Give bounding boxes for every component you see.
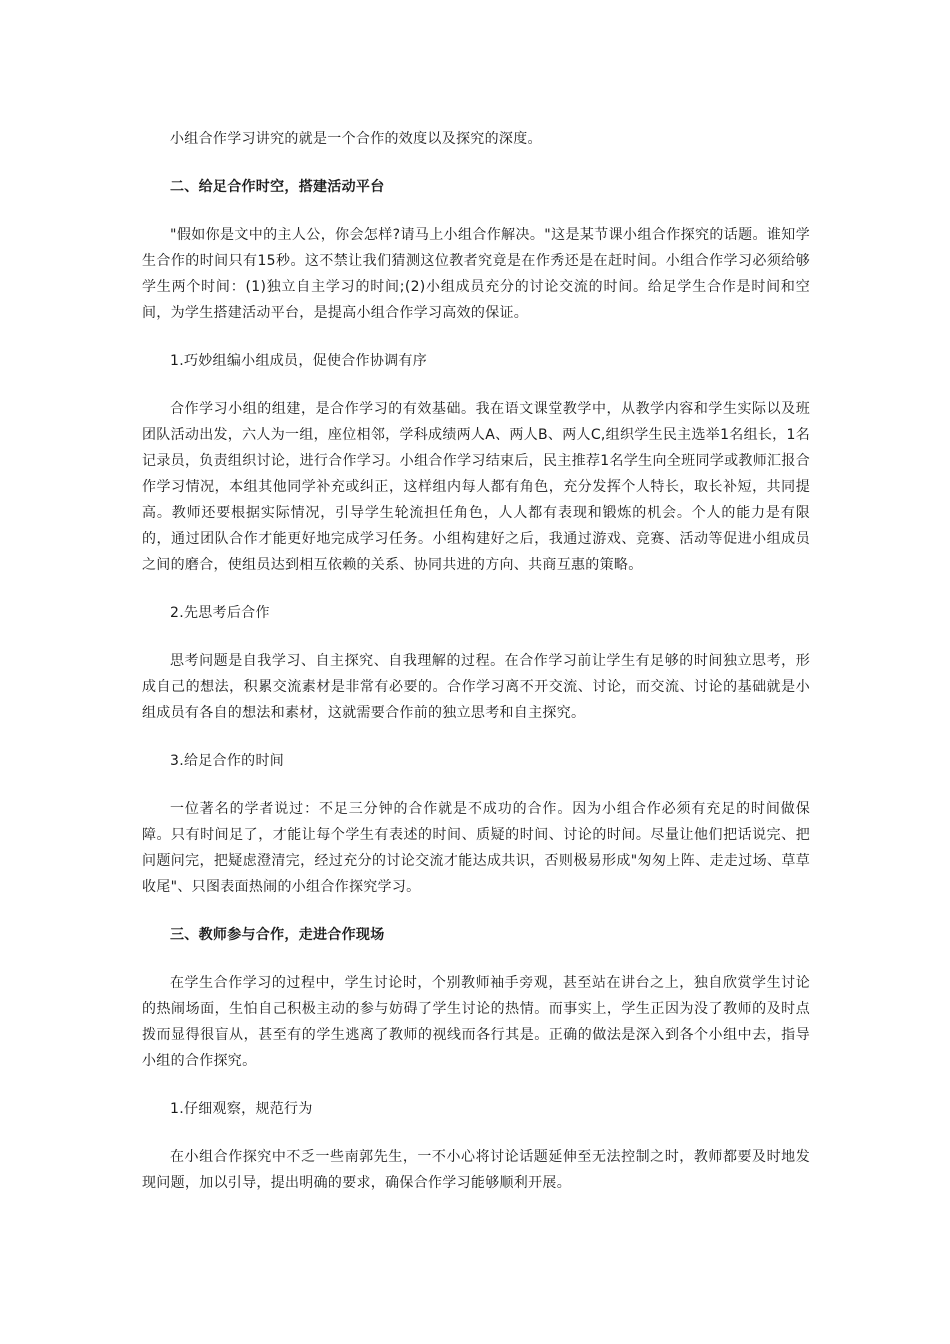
document-body xyxy=(142,126,810,1196)
subheading-enough-time: 3.给足合作的时间 xyxy=(170,753,285,769)
paragraph-guidance: 在小组合作探究中不乏一些南郭先生，一不小心将讨论话题延伸至无法控制之时，教师都要及时地发现问题，加以引导，提出明确的要求，确保合作学习能够顺利开展。 xyxy=(142,1149,810,1191)
subheading-group-members: 1.巧妙组编小组成员，促使合作协调有序 xyxy=(170,353,428,369)
paragraph-three-minutes: 一位著名的学者说过：不足三分钟的合作就是不成功的合作。因为小组合作必须有充足的时间做保障。只有时间足了，才能让每个学生有表述的时间、质疑的时间、讨论的时间。尽量让他们把话说完、把问题问完，把疑虑澄清完，经过充分的讨论交流才能达成共识，否则极易形成"匆匆上阵、走走过场、草草收尾"、只图表面热闹的小组合作探究学习。 xyxy=(142,801,810,895)
subheading-think-first: 2.先思考后合作 xyxy=(170,605,270,621)
paragraph-teacher-role: 在学生合作学习的过程中，学生讨论时，个别教师袖手旁观，甚至站在讲台之上，独自欣赏学生讨论的热闹场面，生怕自己积极主动的参与妨碍了学生讨论的热情。而事实上，学生正因为没了教师的及时点拨而显得很盲从，甚至有的学生逃离了教师的视线而各行其是。正确的做法是深入到各个小组中去，指导小组的合作探究。 xyxy=(142,975,810,1069)
paragraph-time-space: "假如你是文中的主人公，你会怎样?请马上小组合作解决。"这是某节课小组合作探究的话题。谁知学生合作的时间只有15秒。这不禁让我们猜测这位教者究竟是在作秀还是在赶时间。小组合作学习必须给够学生两个时间：(1)独立自主学习的时间;(2)小组成员充分的讨论交流的时间。给足学生合作是时间和空间，为学生搭建活动平台，是提高小组合作学习高效的保证。 xyxy=(142,227,810,321)
paragraph-thinking: 思考问题是自我学习、自主探究、自我理解的过程。在合作学习前让学生有足够的时间独立思考，形成自己的想法，积累交流素材是非常有必要的。合作学习离不开交流、讨论，而交流、讨论的基础就是小组成员有各自的想法和素材，这就需要合作前的独立思考和自主探究。 xyxy=(142,653,810,721)
section-heading-2: 二、给足合作时空，搭建活动平台 xyxy=(170,179,385,195)
section-heading-3: 三、教师参与合作，走进合作现场 xyxy=(170,927,385,943)
paragraph-group-building: 合作学习小组的组建，是合作学习的有效基础。我在语文课堂教学中，从教学内容和学生实际以及班团队活动出发，六人为一组，座位相邻，学科成绩两人A、两人B、两人C,组织学生民主选举1名组长，1名记录员，负责组织讨论，进行合作学习。小组合作学习结束后，民主推荐1名学生向全班同学或教师汇报合作学习情况，本组其他同学补充或纠正，这样组内每人都有角色，充分发挥个人特长，取长补短，共同提高。教师还要根据实际情况，引导学生轮流担任角色，人人都有表现和锻炼的机会。个人的能力是有限的，通过团队合作才能更好地完成学习任务。小组构建好之后，我通过游戏、竞赛、活动等促进小组成员之间的磨合，使组员达到相互依赖的关系、协同共进的方向、共商互惠的策略。 xyxy=(142,401,810,573)
paragraph-intro: 小组合作学习讲究的就是一个合作的效度以及探究的深度。 xyxy=(170,131,542,147)
subheading-observe: 1.仔细观察，规范行为 xyxy=(170,1101,313,1117)
